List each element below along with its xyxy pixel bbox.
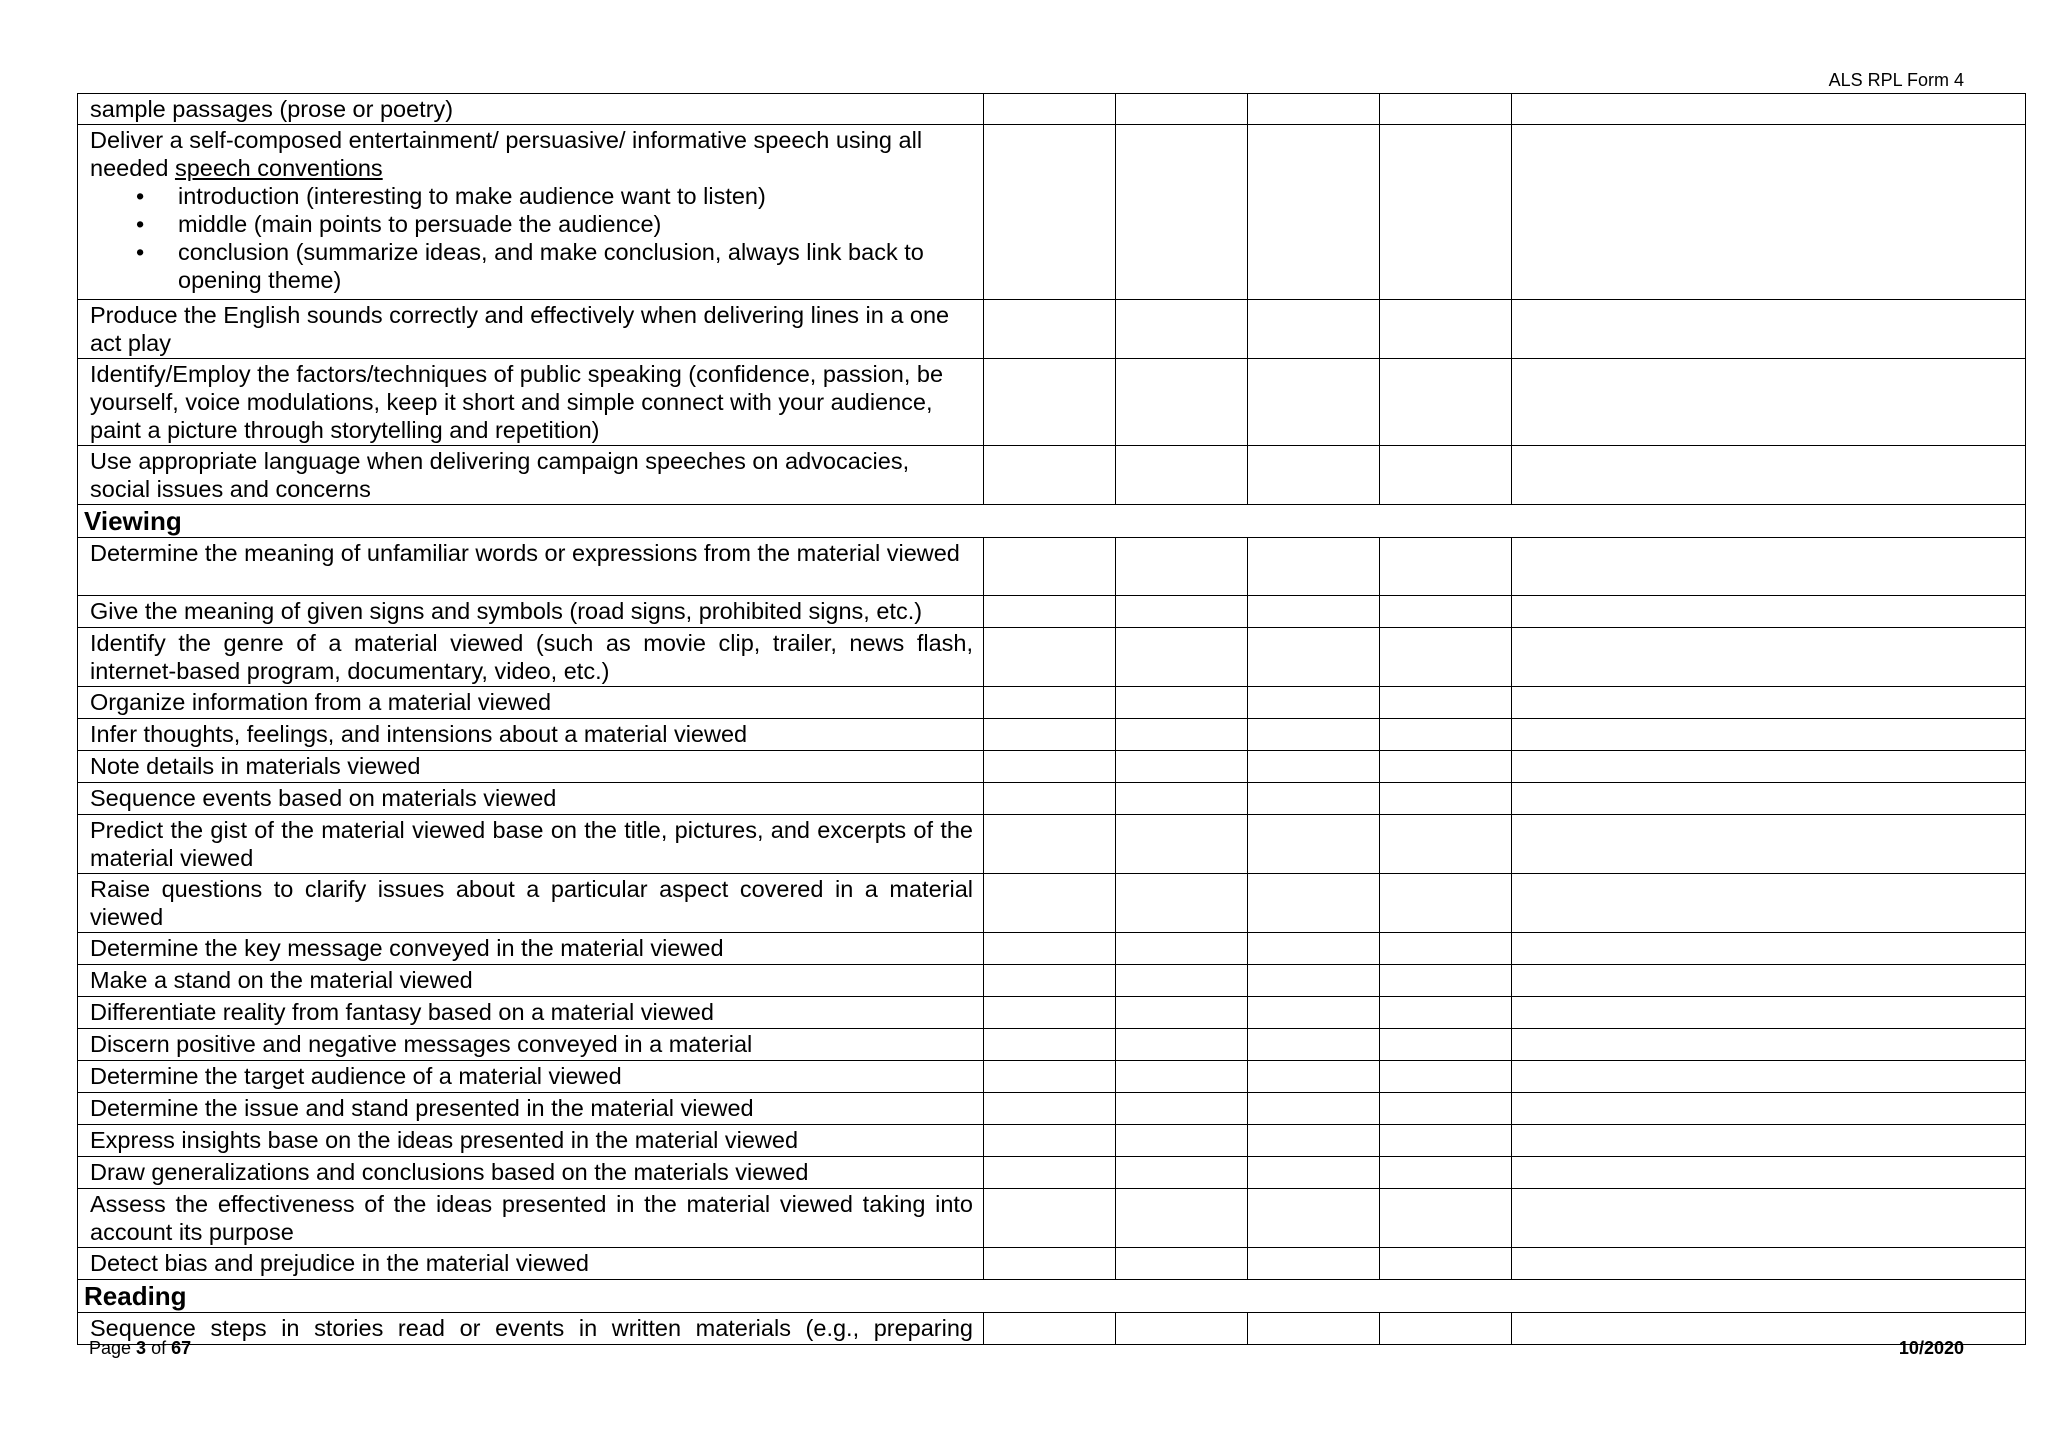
table-row [78,628,2026,687]
rating-cell[interactable] [1248,446,1380,505]
rating-cell[interactable] [1116,933,1248,965]
competency-text: Detect bias and prejudice in the material viewed [78,1248,984,1280]
rating-cell[interactable] [1248,1313,1380,1345]
rating-cell[interactable] [1116,94,1248,125]
rating-cell[interactable] [1116,359,1248,446]
competency-text: Draw generalizations and conclusions based on the materials viewed [78,1157,984,1189]
remarks-cell[interactable] [1512,300,2026,359]
rating-cell[interactable] [1380,719,1512,751]
table-row [78,1061,2026,1093]
rating-cell[interactable] [1116,874,1248,933]
competency-text: Sequence events based on materials viewed [78,783,984,815]
table-row [78,1248,2026,1280]
rating-cell[interactable] [984,1029,1116,1061]
page-number: Page 3 of 67 [89,1338,192,1358]
table-row [78,719,2026,751]
rating-cell[interactable] [1116,1093,1248,1125]
rating-cell[interactable] [1380,125,1512,300]
rating-cell[interactable] [1116,596,1248,628]
rating-cell[interactable] [1248,538,1380,596]
table-row [78,965,2026,997]
rating-cell[interactable] [1380,687,1512,719]
competency-text [78,125,984,300]
rating-cell[interactable] [1248,125,1380,300]
rating-cell[interactable] [1380,1157,1512,1189]
rating-cell[interactable] [1116,965,1248,997]
rating-cell[interactable] [1248,596,1380,628]
rating-cell[interactable] [1248,783,1380,815]
remarks-cell[interactable] [1512,1125,2026,1157]
competency-text: Identify/Employ the factors/techniques of public speaking (confidence, passion, be yourself, voice modulations, keep it short and simple connect with your audience, paint a picture through storytelling and repetition) [78,359,984,446]
competency-text: Predict the gist of the material viewed base on the title, pictures, and excerpts of the material viewed [78,815,984,874]
remarks-cell[interactable] [1512,125,2026,300]
rating-cell[interactable] [1380,359,1512,446]
table-row [78,933,2026,965]
rating-cell[interactable] [1116,446,1248,505]
rating-cell[interactable] [1248,359,1380,446]
rating-cell[interactable] [984,1061,1116,1093]
revision-date: 10/2020 [1898,1338,1964,1358]
rating-cell[interactable] [984,538,1116,596]
rating-cell[interactable] [1248,1093,1380,1125]
competency-text: Make a stand on the material viewed [78,965,984,997]
rating-cell[interactable] [1116,125,1248,300]
competency-text: Determine the key message conveyed in the material viewed [78,933,984,965]
remarks-cell[interactable] [1512,1093,2026,1125]
rating-cell[interactable] [1248,94,1380,125]
rating-cell[interactable] [1380,874,1512,933]
rating-cell[interactable] [984,815,1116,874]
table-row [78,751,2026,783]
rating-cell[interactable] [1380,965,1512,997]
rating-cell[interactable] [1116,1189,1248,1248]
rating-cell[interactable] [1248,965,1380,997]
remarks-cell[interactable] [1512,446,2026,505]
rating-cell[interactable] [984,596,1116,628]
rating-cell[interactable] [1380,596,1512,628]
competency-text: Assess the effectiveness of the ideas presented in the material viewed taking into account its purpose [78,1189,984,1248]
rating-cell[interactable] [984,965,1116,997]
remarks-cell[interactable] [1512,1061,2026,1093]
remarks-cell[interactable] [1512,94,2026,125]
rating-cell[interactable] [1248,815,1380,874]
table-row [78,538,2026,596]
rating-cell[interactable] [1248,628,1380,687]
competency-text: Identify the genre of a material viewed (such as movie clip, trailer, news flash, internet-based program, documentary, video, etc.) [78,628,984,687]
table-row [78,1313,2026,1345]
rating-cell[interactable] [1248,687,1380,719]
section-title: Reading [78,1280,2026,1313]
rating-cell[interactable] [984,1125,1116,1157]
table-row [78,1189,2026,1248]
remarks-cell[interactable] [1512,933,2026,965]
rating-cell[interactable] [984,1313,1116,1345]
rating-cell[interactable] [1248,933,1380,965]
list-item: • conclusion (summarize ideas, and make conclusion, always link back to opening theme) [178,238,973,294]
rating-cell[interactable] [984,751,1116,783]
competency-checklist-table [77,93,2026,1345]
rating-cell[interactable] [1248,300,1380,359]
rating-cell[interactable] [1380,933,1512,965]
remarks-cell[interactable] [1512,1157,2026,1189]
rating-cell[interactable] [984,300,1116,359]
rating-cell[interactable] [1248,751,1380,783]
rating-cell[interactable] [1248,719,1380,751]
remarks-cell[interactable] [1512,751,2026,783]
rating-cell[interactable] [1116,1125,1248,1157]
section-header-reading [78,1280,2026,1313]
competency-text: Organize information from a material viewed [78,687,984,719]
table-row [78,1125,2026,1157]
rating-cell[interactable] [1380,1248,1512,1280]
rating-cell[interactable] [1380,815,1512,874]
competency-text: Use appropriate language when delivering campaign speeches on advocacies, social issues and concerns [78,446,984,505]
section-title: Viewing [78,505,2026,538]
table-row [78,94,2026,125]
table-row [78,1093,2026,1125]
competency-text: Discern positive and negative messages conveyed in a material [78,1029,984,1061]
remarks-cell[interactable] [1512,965,2026,997]
rating-cell[interactable] [984,783,1116,815]
competency-text: Give the meaning of given signs and symbols (road signs, prohibited signs, etc.) [78,596,984,628]
list-item: • middle (main points to persuade the audience) [178,210,973,238]
rating-cell[interactable] [1116,300,1248,359]
remarks-cell[interactable] [1512,687,2026,719]
rating-cell[interactable] [1116,783,1248,815]
rating-cell[interactable] [1380,1189,1512,1248]
rating-cell[interactable] [984,933,1116,965]
speech-intro: Deliver a self-composed entertainment/ persuasive/ informative speech using all needed [90,127,923,181]
table-row [78,596,2026,628]
rating-cell[interactable] [1380,94,1512,125]
competency-text: Note details in materials viewed [78,751,984,783]
rating-cell[interactable] [984,359,1116,446]
table-row [78,359,2026,446]
rating-cell[interactable] [984,1157,1116,1189]
rating-cell[interactable] [1248,1157,1380,1189]
remarks-cell[interactable] [1512,997,2026,1029]
competency-text: Raise questions to clarify issues about a particular aspect covered in a material viewed [78,874,984,933]
remarks-cell[interactable] [1512,538,2026,596]
table-row [78,874,2026,933]
competency-text: Determine the target audience of a material viewed [78,1061,984,1093]
table-row [78,997,2026,1029]
remarks-cell[interactable] [1512,1248,2026,1280]
competency-text: Differentiate reality from fantasy based on a material viewed [78,997,984,1029]
speech-conventions-list [90,182,973,294]
rating-cell[interactable] [1116,1029,1248,1061]
rating-cell[interactable] [984,94,1116,125]
rating-cell[interactable] [1116,1313,1248,1345]
remarks-cell[interactable] [1512,628,2026,687]
rating-cell[interactable] [1116,1061,1248,1093]
rating-cell[interactable] [1380,1093,1512,1125]
rating-cell[interactable] [1248,997,1380,1029]
rating-cell[interactable] [1116,628,1248,687]
rating-cell[interactable] [1116,1157,1248,1189]
rating-cell[interactable] [1248,1061,1380,1093]
competency-text: Determine the meaning of unfamiliar words or expressions from the material viewed [78,538,984,596]
rating-cell[interactable] [984,446,1116,505]
rating-cell[interactable] [984,719,1116,751]
competency-text: Infer thoughts, feelings, and intensions about a material viewed [78,719,984,751]
rating-cell[interactable] [984,997,1116,1029]
rating-cell[interactable] [1248,874,1380,933]
rating-cell[interactable] [1116,1248,1248,1280]
remarks-cell[interactable] [1512,874,2026,933]
rating-cell[interactable] [984,874,1116,933]
rating-cell[interactable] [1116,815,1248,874]
rating-cell[interactable] [1248,1189,1380,1248]
rating-cell[interactable] [1248,1029,1380,1061]
rating-cell[interactable] [1380,783,1512,815]
table-row [78,687,2026,719]
remarks-cell[interactable] [1512,1029,2026,1061]
rating-cell[interactable] [1380,1313,1512,1345]
remarks-cell[interactable] [1512,1189,2026,1248]
table-row [78,125,2026,300]
table-row [78,815,2026,874]
rating-cell[interactable] [984,1093,1116,1125]
rating-cell[interactable] [1248,1248,1380,1280]
form-label: ALS RPL Form 4 [1828,70,1964,90]
rating-cell[interactable] [984,628,1116,687]
rating-cell[interactable] [1380,751,1512,783]
competency-text: Produce the English sounds correctly and effectively when delivering lines in a one act play [78,300,984,359]
rating-cell[interactable] [1116,538,1248,596]
remarks-cell[interactable] [1512,596,2026,628]
table-row [78,300,2026,359]
rating-cell[interactable] [1380,628,1512,687]
table-row [78,1029,2026,1061]
remarks-cell[interactable] [1512,783,2026,815]
competency-text: Express insights base on the ideas presented in the material viewed [78,1125,984,1157]
rating-cell[interactable] [1380,997,1512,1029]
section-header-viewing [78,505,2026,538]
rating-cell[interactable] [984,1189,1116,1248]
rating-cell[interactable] [984,1248,1116,1280]
rating-cell[interactable] [1116,687,1248,719]
competency-text: sample passages (prose or poetry) [78,94,984,125]
remarks-cell[interactable] [1512,719,2026,751]
speech-conventions-link: speech conventions [174,155,383,181]
list-item: • introduction (interesting to make audience want to listen) [178,182,973,210]
competency-text: Determine the issue and stand presented in the material viewed [78,1093,984,1125]
rating-cell[interactable] [1116,751,1248,783]
table-row [78,446,2026,505]
rating-cell[interactable] [1380,1061,1512,1093]
rating-cell[interactable] [1116,719,1248,751]
rating-cell[interactable] [1380,1029,1512,1061]
rating-cell[interactable] [1248,1125,1380,1157]
rating-cell[interactable] [1380,1125,1512,1157]
table-row [78,1157,2026,1189]
rating-cell[interactable] [1380,538,1512,596]
rating-cell[interactable] [1116,997,1248,1029]
rating-cell[interactable] [984,125,1116,300]
rating-cell[interactable] [1380,446,1512,505]
rating-cell[interactable] [1380,300,1512,359]
competency-text: Sequence steps in stories read or events in written materials (e.g., preparing [78,1313,984,1345]
remarks-cell[interactable] [1512,359,2026,446]
table-row [78,783,2026,815]
rating-cell[interactable] [984,687,1116,719]
remarks-cell[interactable] [1512,815,2026,874]
